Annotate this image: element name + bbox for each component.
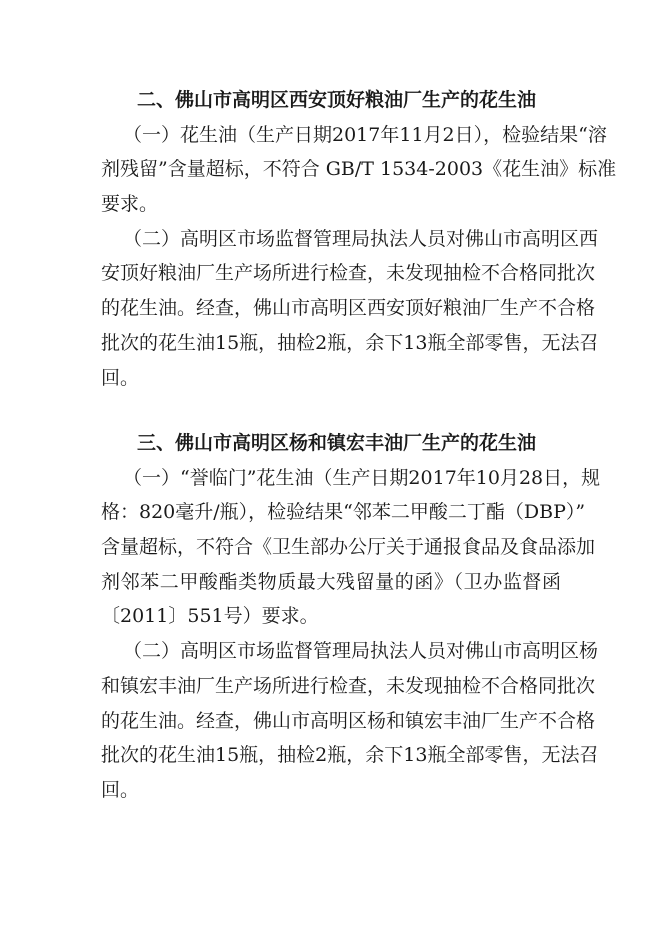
paragraph-line: 批次的花生油15瓶，抽检2瓶，余下13瓶全部零售，无法召 — [101, 331, 599, 354]
paragraph-line: 安顶好粮油厂生产场所进行检查，未发现抽检不合格同批次 — [101, 262, 596, 285]
paragraph-line: 剂残留”含量超标，不符合 GB/T 1534-2003《花生油》标准 — [101, 158, 617, 181]
paragraph-line: 和镇宏丰油厂生产场所进行检查，未发现抽检不合格同批次 — [101, 674, 596, 697]
section-2 — [101, 83, 617, 395]
paragraph-line: 的花生油。经查，佛山市高明区杨和镇宏丰油厂生产不合格 — [101, 709, 596, 732]
paragraph-line: 要求。 — [101, 193, 159, 216]
paragraph-line: 回。 — [101, 366, 140, 389]
paragraph-line: 批次的花生油15瓶，抽检2瓶，余下13瓶全部零售，无法召 — [101, 744, 599, 767]
paragraph-line: （一）“誉临门”花生油（生产日期2017年10月28日，规 — [123, 466, 601, 489]
paragraph-line: 〔2011〕551号）要求。 — [101, 605, 319, 628]
paragraph-line: （二）高明区市场监督管理局执法人员对佛山市高明区杨 — [123, 640, 599, 663]
paragraph-line: 含量超标，不符合《卫生部办公厅关于通报食品及食品添加 — [101, 536, 596, 559]
section-heading: 二、佛山市高明区西安顶好粮油厂生产的花生油 — [137, 89, 537, 111]
paragraph-line: 格：820毫升/瓶），检验结果“邻苯二甲酸二丁酯（DBP）” — [101, 501, 586, 524]
paragraph-line: （二）高明区市场监督管理局执法人员对佛山市高明区西 — [123, 227, 599, 250]
paragraph-line: 的花生油。经查，佛山市高明区西安顶好粮油厂生产不合格 — [101, 297, 596, 320]
paragraph-line: 回。 — [101, 778, 140, 801]
paragraph-line: （一）花生油（生产日期2017年11月2日），检验结果“溶 — [123, 123, 607, 146]
section-heading: 三、佛山市高明区杨和镇宏丰油厂生产的花生油 — [137, 432, 537, 454]
paragraph-line: 剂邻苯二甲酸酯类物质最大残留量的函》（卫办监督函 — [101, 570, 561, 593]
section-3 — [101, 426, 601, 808]
